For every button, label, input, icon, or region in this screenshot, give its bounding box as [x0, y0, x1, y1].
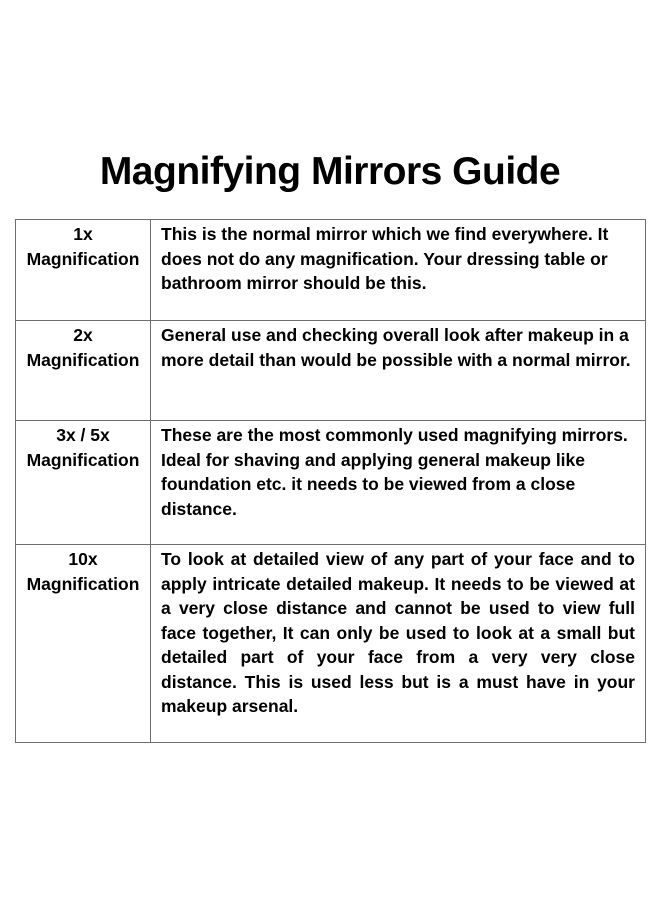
- magnification-label: Magnification: [26, 248, 140, 269]
- magnification-description: This is the normal mirror which we find everywhere. It does not do any magnification. Your dressing table or bathroom mirror should be this.: [151, 220, 646, 321]
- magnification-level: 2x: [73, 325, 93, 345]
- page-title: Magnifying Mirrors Guide: [99, 150, 561, 193]
- magnification-guide-table: [15, 219, 646, 743]
- table-row: [16, 220, 646, 321]
- table-row: [16, 545, 646, 743]
- magnification-level-cell: [16, 545, 151, 743]
- magnification-level: 1x: [73, 224, 93, 244]
- table-row: [16, 321, 646, 421]
- magnification-level-cell: [16, 321, 151, 421]
- magnification-label: Magnification: [26, 573, 140, 594]
- magnification-description: General use and checking overall look after makeup in a more detail than would be possible with a normal mirror.: [151, 321, 646, 421]
- magnification-label: Magnification: [26, 349, 140, 370]
- magnification-level-cell: [16, 421, 151, 545]
- magnification-label: Magnification: [26, 449, 140, 470]
- magnification-description: To look at detailed view of any part of your face and to apply intricate detailed makeup. It needs to be viewed at a very close distance and cannot be used to view full face together, It can only be used to look at a small but detailed part of your face from a very very close distance. This is used less but is a must have in your makeup arsenal.: [151, 545, 646, 743]
- magnification-description: These are the most commonly used magnifying mirrors. Ideal for shaving and applying general makeup like foundation etc. it needs to be viewed from a close distance.: [151, 421, 646, 545]
- table-row: [16, 421, 646, 545]
- magnification-level-cell: [16, 220, 151, 321]
- magnification-level: 10x: [68, 549, 98, 569]
- magnification-level: 3x / 5x: [56, 425, 110, 445]
